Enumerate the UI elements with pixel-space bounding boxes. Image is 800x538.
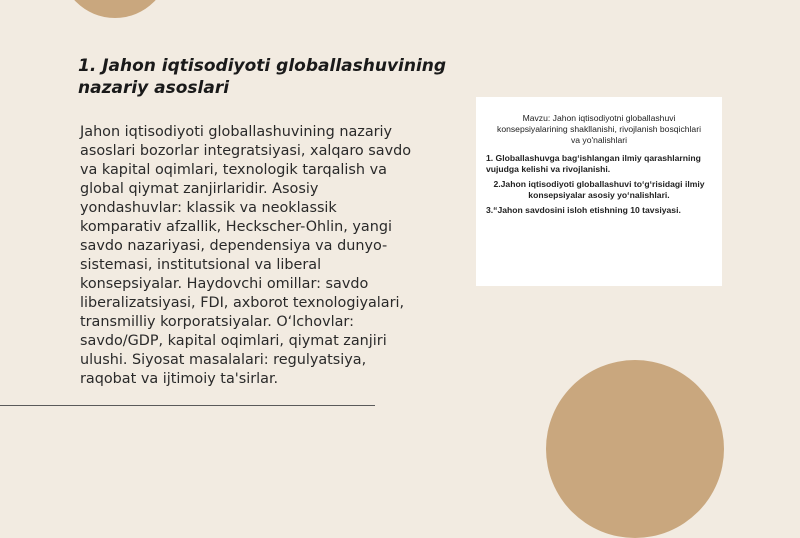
- slide-list-item: 2.Jahon iqtisodiyoti globallashuvi to‘g‘risidagi ilmiy konsepsiyalar asosiy yo‘nalishlari.: [493, 179, 705, 200]
- decorative-circle-bottom: [546, 360, 724, 538]
- slide-topic: Mavzu: Jahon iqtisodiyotni globallashuvi konsepsiyalarining shakllanishi, rivojlanish bosqichlari va yo'nalishlari: [497, 113, 701, 145]
- slide-list-item: 1. Globallashuvga bag‘ishlangan ilmiy qarashlarning vujudga kelishi va rivojlanishi.: [486, 153, 701, 174]
- body-paragraph: Jahon iqtisodiyoti globallashuvining nazariy asoslari bozorlar integratsiyasi, xalqaro savdo va kapital oqimlari, texnologik tarqalish va global qiymat zanjirlaridir. Asosiy yondashuvlar: klassik va neoklassik komparativ afzallik, Heckscher-Ohlin, yangi savdo nazariyasi, dependensiya va dunyo-sistemasi, institutsional va liberal konsepsiyalar. Haydovchi omillar: savdo liberalizatsiyasi, FDI, axborot texnologiyalari, transmilliy korporatsiyalar. O‘lchovlar: savdo/GDP, kapital oqimlari, qiymat zanjiri ulushi. Siyosat masalalari: regulyatsiya, raqobat va ijtimoiy ta'sirlar.: [80, 124, 412, 387]
- section-heading: 1. Jahon iqtisodiyoti globallashuvining nazariy asoslari: [78, 56, 447, 98]
- embedded-slide-image: [476, 97, 722, 286]
- decorative-circle-top: [60, 0, 170, 18]
- slide-list-item: 3.“Jahon savdosini isloh etishning 10 tavsiyasi.: [486, 205, 681, 215]
- divider-line: [0, 405, 375, 406]
